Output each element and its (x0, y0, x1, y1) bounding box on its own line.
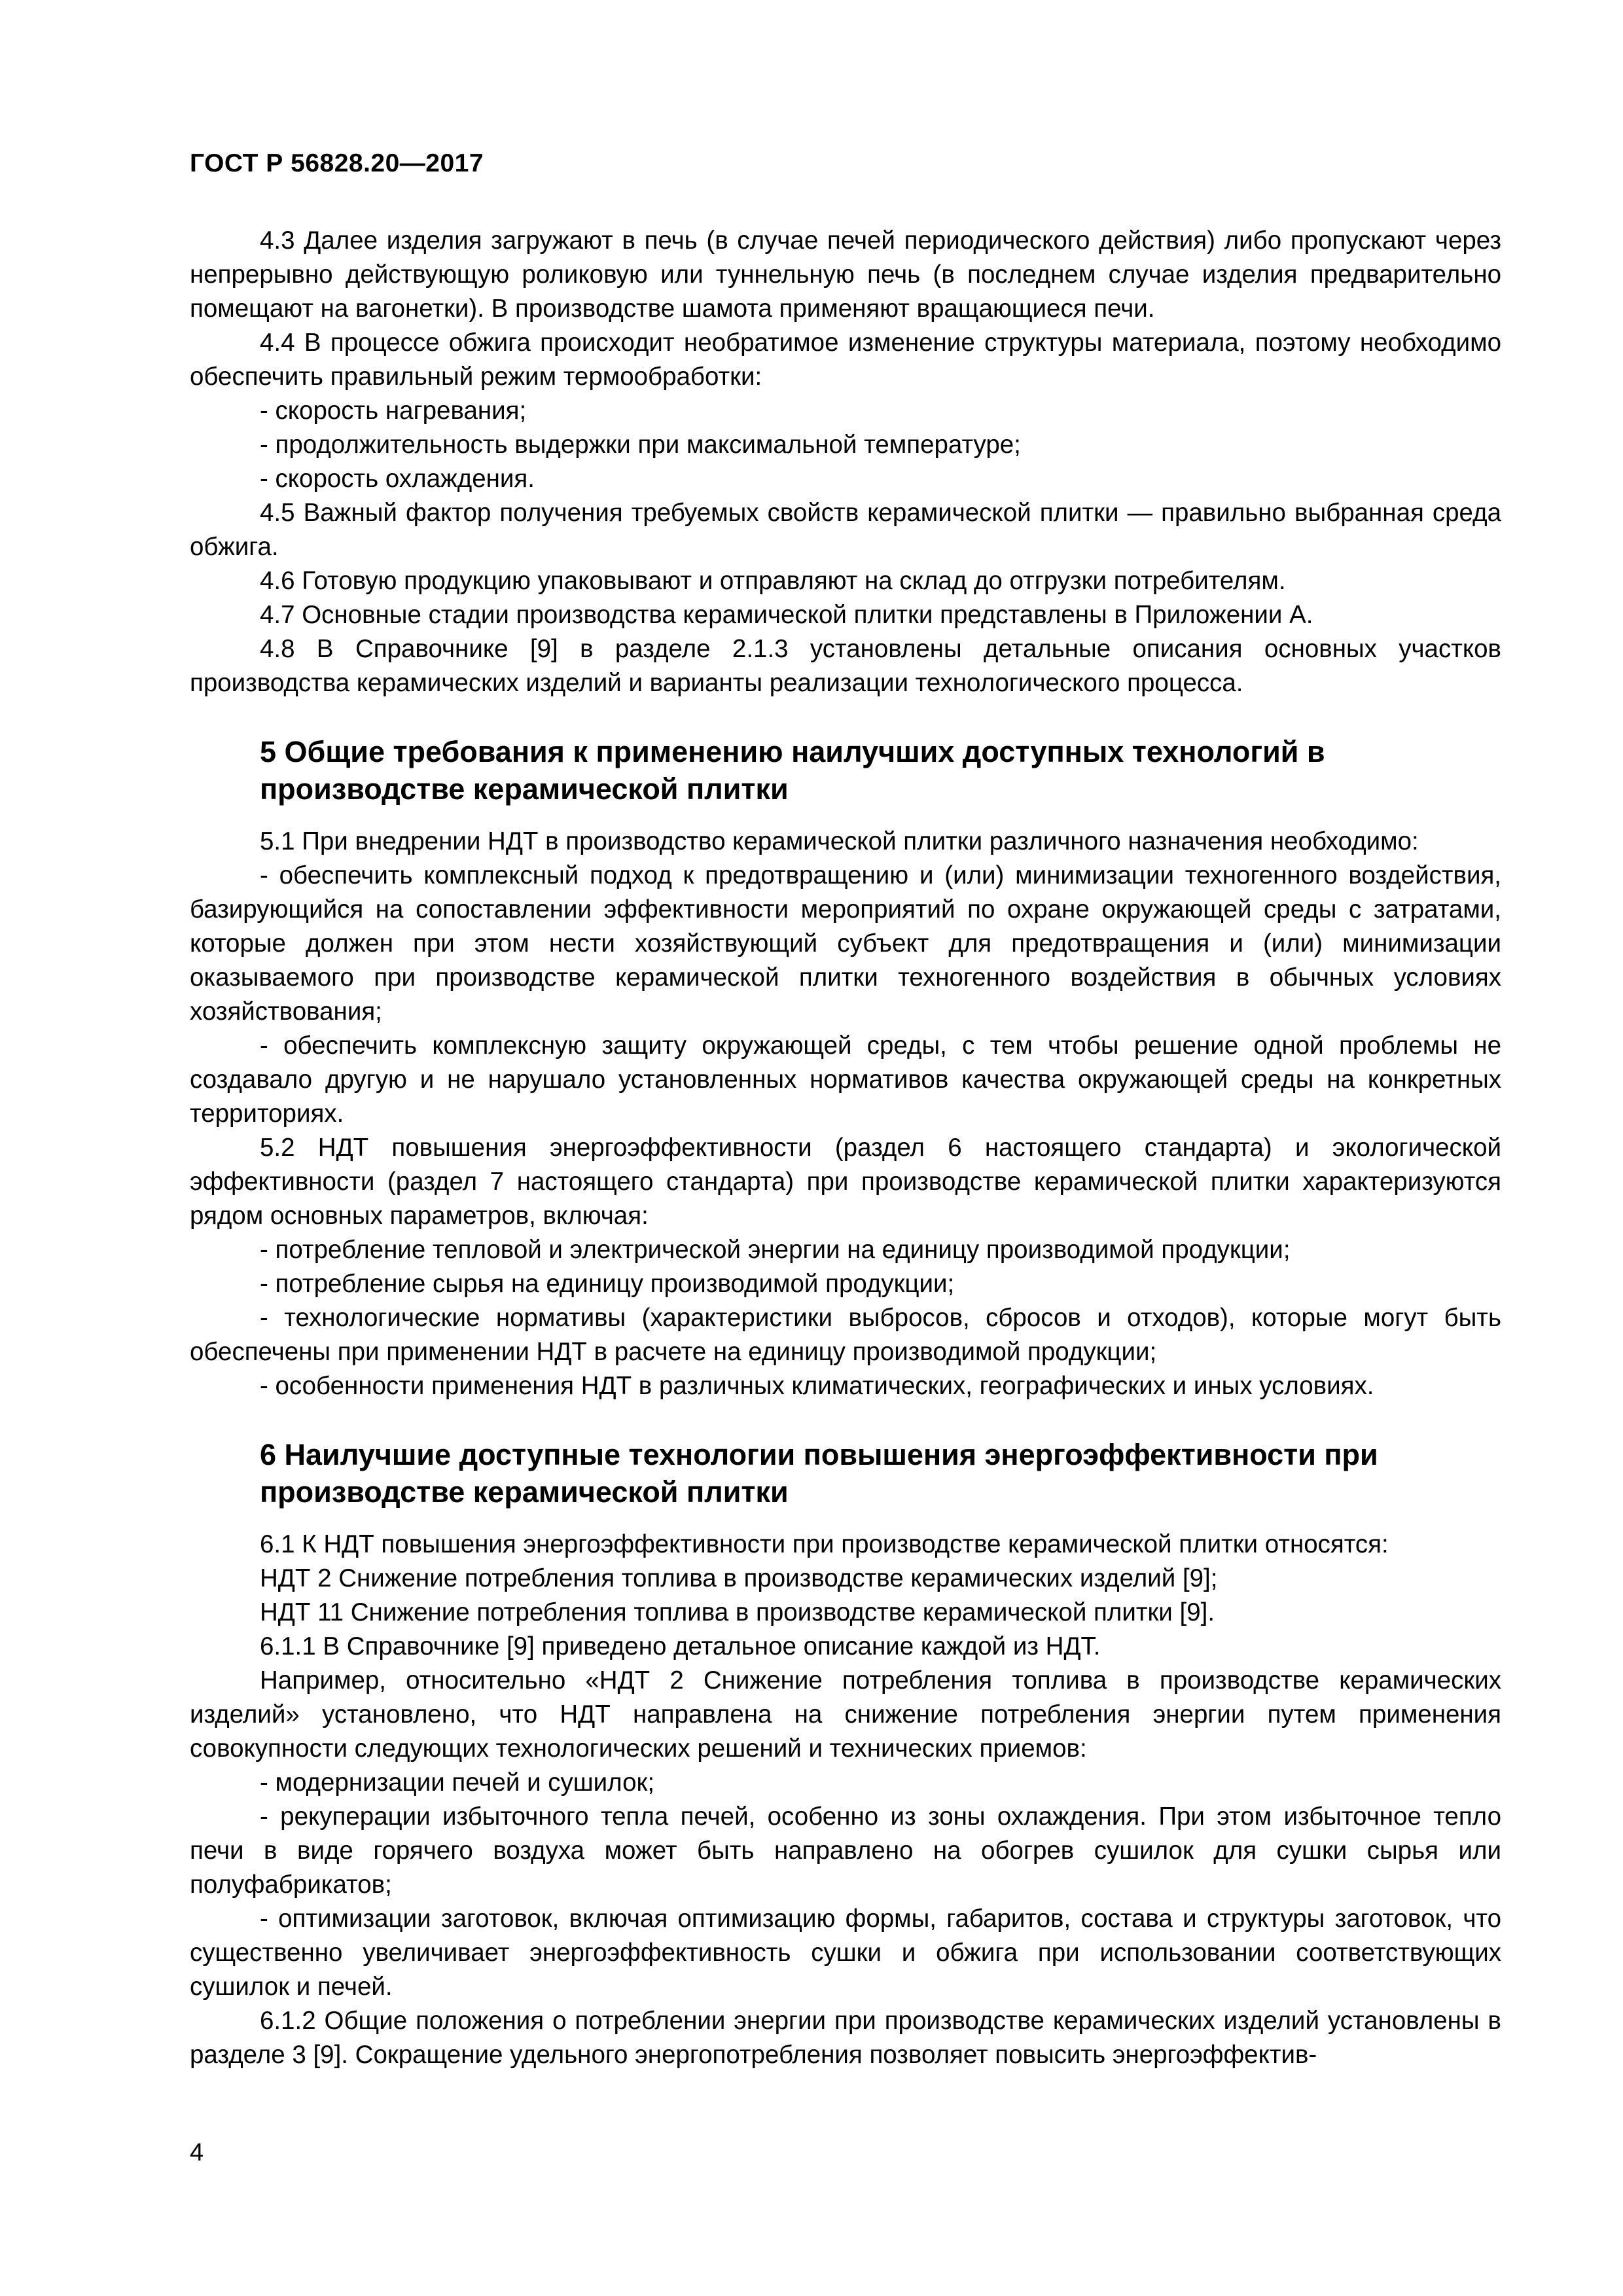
list-item: - скорость нагревания; (260, 397, 527, 425)
list-item: - обеспечить комплексный подход к предотвращению и (или) минимизации техногенного воздействия, базирующийся на сопоставлении эффективности мероприятий по охране окружающей среды с затратами, которые должен при этом нести хозяйствующий субъект для предотвращения и (или) минимизации оказываемого при производстве керамической плитки техногенного воздействия в обычных условиях хозяйствования; (190, 861, 1501, 1026)
paragraph: 6.1.2 Общие положения о потреблении энергии при производстве керамических изделий установлены в разделе 3 [9]. Сокращение удельного энергопотребления позволяет повысить энергоэффектив- (190, 2007, 1501, 2069)
list-item: - потребление сырья на единицу производимой продукции; (260, 1270, 955, 1298)
paragraph: 4.3 Далее изделия загружают в печь (в случае печей периодического действия) либо пропускают через непрерывно действующую роликовую или туннельную печь (в последнем случае изделия предварительно помещают на вагонетки). В производстве шамота применяют вращающиеся печи. (190, 226, 1501, 323)
section-6-heading: 6 Наилучшие доступные технологии повышения энергоэффективности при производстве керамической плитки (260, 1438, 1378, 1509)
paragraph: НДТ 2 Снижение потребления топлива в производстве керамических изделий [9]; (260, 1564, 1218, 1592)
paragraph: 5.2 НДТ повышения энергоэффективности (раздел 6 настоящего стандарта) и экологической эффективности (раздел 7 настоящего стандарта) при производстве керамической плитки характеризуются рядом основных параметров, включая: (190, 1134, 1501, 1230)
list-item: - модернизации печей и сушилок; (260, 1768, 655, 1797)
section-5-heading: 5 Общие требования к применению наилучших доступных технологий в производстве керамической плитки (260, 735, 1325, 806)
paragraph: 6.1.1 В Справочнике [9] приведено детальное описание каждой из НДТ. (260, 1632, 1101, 1660)
paragraph: 6.1 К НДТ повышения энергоэффективности при производстве керамической плитки относятся: (260, 1530, 1389, 1558)
list-item: - оптимизации заготовок, включая оптимизацию формы, габаритов, состава и структуры заготовок, что существенно увеличивает энергоэффективность сушки и обжига при использовании соответствующих сушилок и печей. (190, 1905, 1501, 2001)
list-item: - продолжительность выдержки при максимальной температуре; (260, 431, 1021, 459)
paragraph: НДТ 11 Снижение потребления топлива в производстве керамической плитки [9]. (260, 1598, 1215, 1626)
page-number: 4 (190, 2139, 204, 2166)
paragraph: 5.1 При внедрении НДТ в производство керамической плитки различного назначения необходимо: (260, 827, 1419, 855)
paragraph: 4.8 В Справочнике [9] в разделе 2.1.3 установлены детальные описания основных участков производства керамических изделий и варианты реализации технологического процесса. (190, 635, 1501, 697)
list-item: - технологические нормативы (характеристики выбросов, сбросов и отходов), которые могут быть обеспечены при применении НДТ в расчете на единицу производимой продукции; (190, 1304, 1501, 1366)
paragraph: 4.6 Готовую продукцию упаковывают и отправляют на склад до отгрузки потребителям. (260, 567, 1286, 595)
document-header: ГОСТ Р 56828.20—2017 (190, 149, 484, 177)
paragraph: 4.5 Важный фактор получения требуемых свойств керамической плитки — правильно выбранная среда обжига. (190, 499, 1501, 561)
paragraph: 4.7 Основные стадии производства керамической плитки представлены в Приложении А. (260, 601, 1313, 629)
list-item: - скорость охлаждения. (260, 465, 535, 493)
list-item: - рекуперации избыточного тепла печей, особенно из зоны охлаждения. При этом избыточное тепло печи в виде горячего воздуха может быть направлено на обогрев сушилок для сушки сырья или полуфабрикатов; (190, 1803, 1501, 1899)
list-item: - особенности применения НДТ в различных климатических, географических и иных условиях. (260, 1372, 1374, 1400)
list-item: - потребление тепловой и электрической энергии на единицу производимой продукции; (260, 1236, 1291, 1264)
document-body (190, 224, 1501, 2072)
paragraph: 4.4 В процессе обжига происходит необратимое изменение структуры материала, поэтому необходимо обеспечить правильный режим термообработки: (190, 329, 1501, 391)
paragraph: Например, относительно «НДТ 2 Снижение потребления топлива в производстве керамических изделий» установлено, что НДТ направлена на снижение потребления энергии путем применения совокупности следующих технологических решений и технических приемов: (190, 1666, 1501, 1763)
list-item: - обеспечить комплексную защиту окружающей среды, с тем чтобы решение одной проблемы не создавало другую и не нарушало установленных нормативов качества окружающей среды на конкретных территориях. (190, 1031, 1501, 1128)
